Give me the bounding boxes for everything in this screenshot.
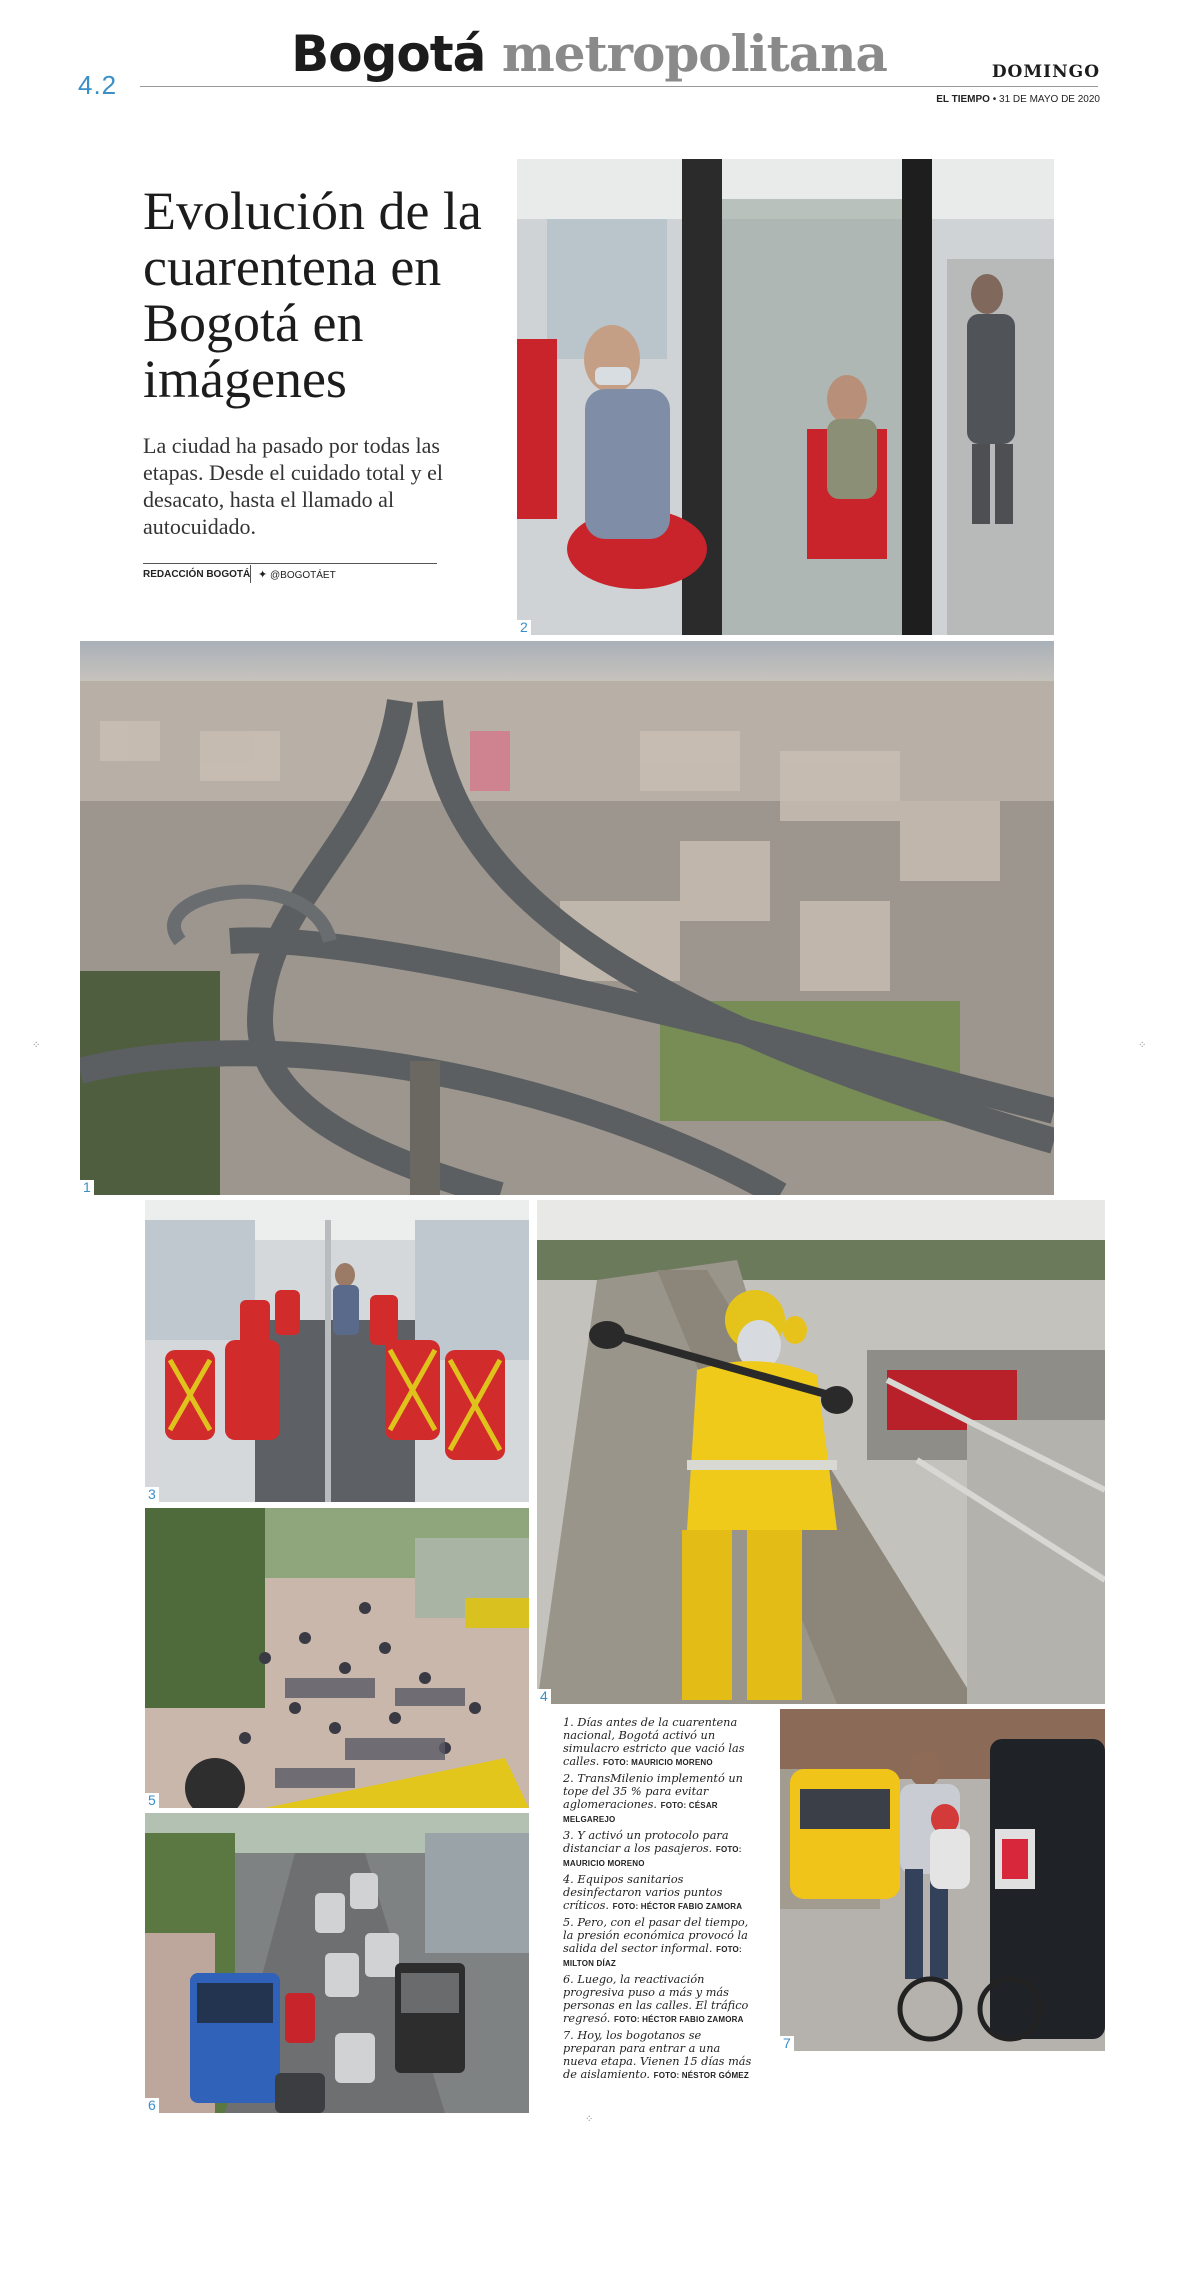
photo-number-4: 4 xyxy=(537,1689,551,1704)
caption-item: 6. Luego, la reactivación progresiva puso a más y más personas en las calles. El tráfico regresó. FOTO: HÉCTOR FABIO ZAMORA xyxy=(563,1973,749,2025)
aerial-highway-image xyxy=(80,641,1054,1195)
caption-item: 1. Días antes de la cuarentena nacional, Bogotá activó un simulacro estricto que vació las calles. FOTO: MAURICIO MORENO xyxy=(563,1716,745,1768)
photo-number-7: 7 xyxy=(780,2036,794,2051)
bus-interior-image xyxy=(145,1200,529,1502)
photo-bus-passengers xyxy=(517,159,1054,635)
section-title-word1: Bogotá xyxy=(291,25,486,83)
byline-rule xyxy=(143,563,437,564)
day-label: DOMINGO xyxy=(991,62,1100,82)
informal-market-image xyxy=(145,1508,529,1808)
headline: Evolución de la cuarentena en Bogotá en imágenes xyxy=(143,181,482,409)
caption-item: 3. Y activó un protocolo para distanciar a los pasajeros. FOTO: MAURICIO MORENO xyxy=(563,1829,742,1868)
caption-list xyxy=(563,1716,753,2085)
header-rule xyxy=(140,86,1098,87)
registration-mark-right: ⁘ xyxy=(1138,1040,1147,1051)
photo-number-5: 5 xyxy=(145,1793,159,1808)
photo-number-2: 2 xyxy=(517,620,531,635)
traffic-image xyxy=(145,1813,529,2113)
caption-item: 4. Equipos sanitarios desinfectaron varios puntos críticos. FOTO: HÉCTOR FABIO ZAMORA xyxy=(563,1873,743,1912)
dateline xyxy=(936,94,1100,105)
dateline-separator: • xyxy=(992,94,997,105)
section-title-word2: metropolitana xyxy=(501,24,887,83)
photo-sanitary-worker xyxy=(537,1200,1105,1704)
issue-date: 31 DE MAYO DE 2020 xyxy=(999,94,1100,105)
twitter-handle-text: @BOGOTÁET xyxy=(270,570,336,581)
bus-passengers-image xyxy=(517,159,1054,635)
deck: La ciudad ha pasado por todas las etapas. Desde el cuidado total y el desacato, hasta el llamado al autocuidado. xyxy=(143,433,443,539)
registration-mark-bottom: ⁘ xyxy=(585,2114,594,2125)
byline-separator xyxy=(250,565,251,583)
page-number: 4.2 xyxy=(78,70,118,100)
paper-name: EL TIEMPO xyxy=(936,94,990,105)
caption-item: 2. TransMilenio implementó un tope del 35 % para evitar aglomeraciones. FOTO: CÉSAR MELGAREJO xyxy=(563,1772,743,1824)
photo-number-3: 3 xyxy=(145,1487,159,1502)
photo-traffic xyxy=(145,1813,529,2113)
registration-mark-left: ⁘ xyxy=(32,1040,41,1051)
photo-aerial-highway xyxy=(80,641,1054,1195)
photo-cyclists xyxy=(780,1709,1105,2051)
cyclists-image xyxy=(780,1709,1105,2051)
photo-informal-market xyxy=(145,1508,529,1808)
photo-number-1: 1 xyxy=(80,1180,94,1195)
sanitary-worker-image xyxy=(537,1200,1105,1704)
caption-item: 5. Pero, con el pasar del tiempo, la presión económica provocó la salida del sector informal. FOTO: MILTON DÍAZ xyxy=(563,1916,749,1968)
caption-item: 7. Hoy, los bogotanos se preparan para entrar a una nueva etapa. Vienen 15 días más de aislamiento. FOTO: NÉSTOR GÓMEZ xyxy=(563,2029,752,2081)
photo-bus-interior xyxy=(145,1200,529,1502)
photo-number-6: 6 xyxy=(145,2098,159,2113)
twitter-icon: ✦ xyxy=(258,569,268,581)
twitter-handle xyxy=(258,568,336,581)
byline: REDACCIÓN BOGOTÁ xyxy=(143,569,251,580)
